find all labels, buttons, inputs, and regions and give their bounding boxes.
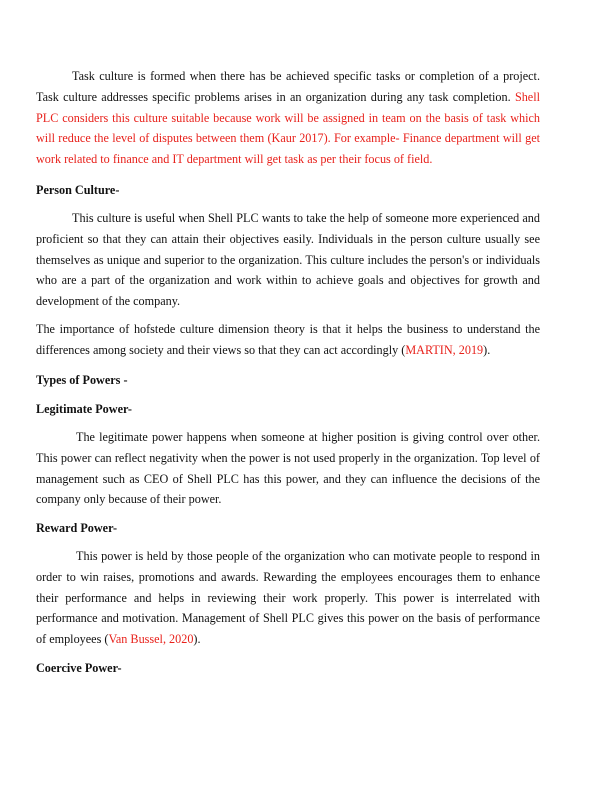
hofstede-close: ).	[483, 342, 491, 357]
reward-power-heading: Reward Power-	[36, 521, 118, 535]
hofstede-paragraph	[36, 319, 540, 361]
reward-power-citation: Van Bussel, 2020	[108, 632, 194, 647]
person-culture-heading: Person Culture-	[36, 183, 120, 197]
types-of-powers-heading: Types of Powers -	[36, 373, 128, 387]
reward-power-text: This power is held by those people of the organization who can motivate people to respond in order to win raises, promotions and awards. Rewarding the employees encourages them to enhance their performance and helps in reviewing their work properly. This power is interrelated with performance and motivation. Management of Shell PLC gives this power on the basis of performance of employees (	[36, 549, 540, 647]
legitimate-power-heading: Legitimate Power-	[36, 402, 132, 416]
reward-power-paragraph	[36, 546, 540, 650]
task-culture-text: Task culture is formed when there has be achieved specific tasks or completion of a project. Task culture addresses specific problems arises in an organization during any task completion.	[36, 69, 540, 104]
task-culture-red-text: Shell PLC considers this culture suitable because work will be assigned in team on the basis of task which will reduce the level of disputes between them (Kaur 2017). For example- Finance department will get work related to finance and IT department will get task as per their focus of field.	[36, 89, 540, 167]
hofstede-citation: MARTIN, 2019	[405, 342, 484, 357]
coercive-power-heading: Coercive Power-	[36, 661, 122, 675]
person-culture-paragraph: This culture is useful when Shell PLC wants to take the help of someone more experienced and proficient so that they can attain their objectives easily. Individuals in the person culture usually see themselves as unique and superior to the organization. This culture includes the person's or individuals who are a part of the organization and work within to achieve goals and objectives for growth and development of the company.	[36, 211, 540, 309]
legitimate-power-paragraph: The legitimate power happens when someone at higher position is giving control over other. This power can reflect negativity when the power is not used properly in the organization. Top level of management such as CEO of Shell PLC has this power, and they can influence the decisions of the company only because of their power.	[36, 430, 540, 507]
reward-power-close: ).	[193, 632, 201, 647]
hofstede-text: The importance of hofstede culture dimension theory is that it helps the business to understand the differences among society and their views so that they can act accordingly (	[36, 322, 540, 357]
task-culture-paragraph	[36, 66, 540, 170]
